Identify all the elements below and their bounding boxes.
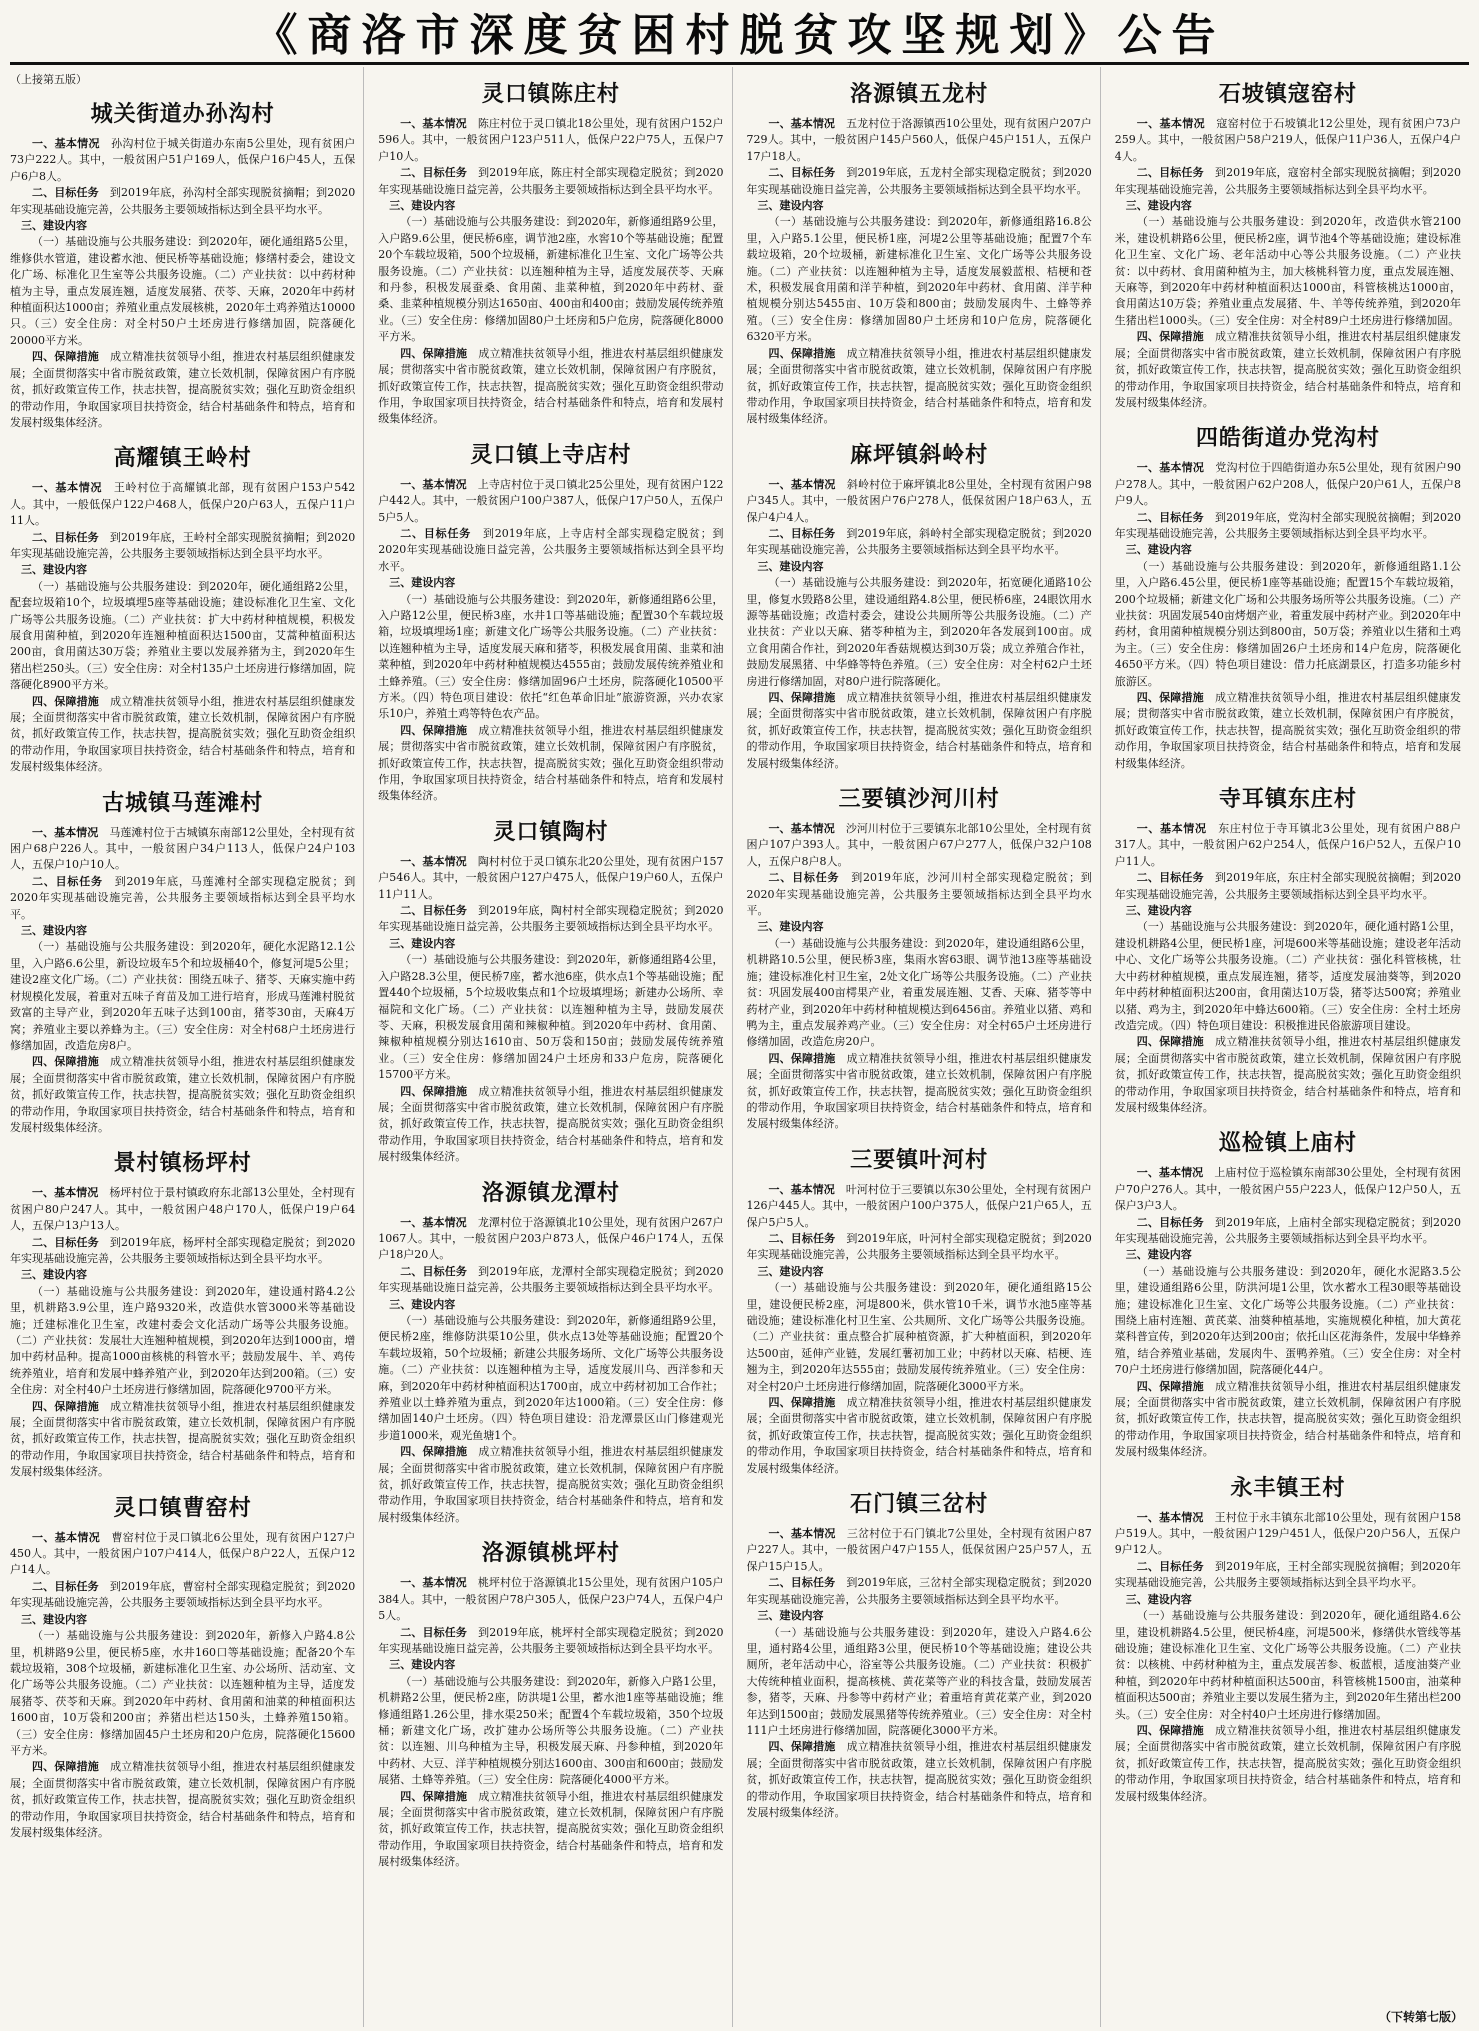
goal-task-label: 二、目标任务 (32, 1235, 99, 1249)
goal-task-text: 到2019年底，陈庄村全部实现稳定脱贫；到2020年实现基础设施日益完善，公共服务主要领域指标达到全县平均水平。 (378, 166, 724, 196)
goal-task-label: 二、目标任务 (768, 526, 836, 540)
goal-task-label: 二、目标任务 (400, 166, 468, 180)
basic-info-paragraph (747, 1526, 1092, 1575)
goal-task-label: 二、目标任务 (32, 186, 99, 200)
construction-text: （一）基础设施与公共服务建设：到2020年，改造供水管2100米，建设机耕路6公里，便民桥2座，调节池4个等基础设施；建设标准化卫生室、文化广场、老年活动中心等公共服务设施。（二）产业扶贫：以中药材、食用菌种植为主，加大核桃科管力度，重点发展连翘、天麻等，到2020年中药材种植面积达1000亩，科管核桃达1000亩，食用菌达10万袋；养殖业重点发展猪、牛、羊等传统养殖，到2020年生猪出栏1000头。（三）安全住房：对全村89户土坯房进行修缮加固。 (1114, 215, 1461, 327)
construction-text: （一）基础设施与公共服务建设：到2020年，新修入户路4.8公里，机耕路9公里，便民桥5座，水井160口等基础设施；配备20个车载垃圾箱，308个垃圾桶，新建标准化卫生室、办公场所、活动室、文化广场等公共服务设施。（二）产业扶贫：以连翘种植为主导，适度发展猪苓、茯苓和天麻。到2020年中药材、食用菌和油菜的种植面积达1600亩，10万袋和200亩；养猪出栏达150头，土蜂养殖150箱。（三）安全住房：修缮加固45户土坯房和20户危房，院落硬化15600平方米。 (10, 1629, 356, 1757)
construction-paragraph (747, 214, 1092, 345)
measures-text: 成立精准扶贫领导小组，推进农村基层组织健康发展；全面贯彻落实中省市脱贫政策，建立长效机制，保障贫困户有序脱贫，抓好政策宣传工作，扶志扶智，提高脱贫实效；强化互助资金组织的带动作用，争取国家项目扶持资金，结合村基础条件和特点，培育和发展村级集体经济。 (1114, 1035, 1461, 1114)
measures-label: 四、保障措施 (32, 1760, 99, 1774)
village-title: 灵口镇上寺店村 (470, 442, 632, 468)
goal-task-paragraph (10, 1579, 355, 1612)
basic-info-paragraph (378, 477, 723, 526)
basic-info-paragraph (378, 1215, 723, 1264)
column-3 (747, 67, 1101, 2027)
village-article (1115, 1471, 1461, 1805)
goal-task-label: 二、目标任务 (768, 871, 840, 885)
construction-paragraph (747, 936, 1092, 1051)
basic-info-text: 上庙村位于巡检镇东南部30公里处，全村现有贫困户70户276人。其中，一般贫困户55户223人，低保户12户50人，五保户3户3人。 (1114, 1166, 1462, 1213)
construction-heading: 三、建设内容 (389, 1297, 456, 1311)
basic-info-label: 一、基本情况 (768, 117, 835, 130)
basic-info-text: 叶河村位于三要镇以东30公里处，全村现有贫困户126户445人。其中，一般贫困户100户375人，低保户21户65人，五保户5户5人。 (746, 1182, 1092, 1229)
construction-paragraph (747, 1280, 1092, 1395)
basic-info-text: 王岭村位于高耀镇北部，现有贫困户153户542人。其中，一般低保户122户468人，低保户20户63人，五保户11户11人。 (10, 481, 356, 528)
measures-paragraph (1115, 690, 1461, 772)
measures-paragraph (10, 1759, 355, 1841)
edition-note: （上接第五版） (10, 73, 87, 86)
village-title: 洛源镇五龙村 (850, 82, 989, 107)
village-title: 石坡镇寇窑村 (1218, 82, 1357, 107)
measures-text: 成立精准扶贫领导小组，推进农村基层组织健康发展；贯彻落实中省市脱贫政策，建立长效机制，保障贫困户有序脱贫，抓好政策宣传工作，扶志扶智，提高脱贫实效；强化互助资金组织带动作用，争取国家项目扶持资金，结合村基础条件和特点，培育和发展村级集体经济。 (378, 723, 724, 803)
basic-info-label: 一、基本情况 (400, 854, 467, 868)
measures-text: 成立精准扶贫领导小组，推进农村基层组织健康发展；全面贯彻落实中省市脱贫政策，建立长效机制，保障贫困户有序脱贫，抓好政策宣传工作，扶志扶智，提高脱贫实效；强化互助资金组织的带动作用，争取国家项目扶持资金，结合村基础条件和特点，培育和发展村级集体经济。 (10, 694, 356, 774)
construction-text: （一）基础设施与公共服务建设：到2020年，硬化通村路1公里，建设机耕路4公里，便民桥1座，河堤600米等基础设施；建设老年活动中心、文化广场等公共服务设施。（二）产业扶贫：强化科管核桃，壮大中药材种植规模，重点发展连翘，猪苓，适度发展油葵等，到2020年中药材种植面积达200亩，食用菌达10万袋，猪苓达500窝；养殖业以猪、鸡为主，到2020年中蜂达600箱。（三）安全住房：全村土坯房改造完成。（四）特色项目建设：积极推进民俗旅游项目建设。 (1114, 920, 1461, 1032)
goal-task-paragraph (10, 185, 355, 218)
goal-task-label: 二、目标任务 (32, 874, 103, 888)
village-article (378, 1536, 723, 1870)
measures-label: 四、保障措施 (32, 694, 99, 708)
column-1 (10, 67, 364, 2027)
goal-task-paragraph (378, 1625, 723, 1658)
goal-task-text: 到2019年底，陶村村全部实现稳定脱贫；到2020年实现基础设施日益完善，公共服务主要领域指标达到全县平均水平。 (378, 904, 724, 934)
goal-task-label: 二、目标任务 (400, 526, 472, 540)
village-article (747, 77, 1092, 428)
measures-label: 四、保障措施 (32, 1055, 99, 1069)
basic-info-text: 斜岭村位于麻坪镇北8公里处，全村现有贫困户98户345人。其中，一般贫困户76户278人，低保贫困户18户63人，五保户4户4人。 (746, 477, 1092, 524)
masthead (10, 0, 1469, 65)
village-article (747, 782, 1092, 1133)
measures-paragraph (10, 349, 355, 431)
goal-task-text: 到2019年底，桃坪村全部实现稳定脱贫；到2020年实现基础设施日益完善，公共服务主要领域指标达到全县平均水平。 (378, 1625, 724, 1655)
village-article (1115, 1126, 1461, 1460)
construction-text: （一）基础设施与公共服务建设：到2020年，建设通组路6公里，机耕路10.5公里，便民桥3座，集雨水窖63眼、调节池13座等基础设施；建设标准化村卫生室，2处文化广场等公共服务设施。（二）产业扶贫：巩固发展400亩樗果产业，着重发展连翘、艾香、天麻、猪苓等中药材产业，到2020年中药材种植规模达到6456亩。养殖业以猪、鸡和鸭为主，重点发展养鸡产业。（三）安全住房：对全村65户土坯房进行修缮加固，改造危房20户。 (746, 936, 1092, 1049)
construction-paragraph (1115, 559, 1461, 690)
measures-label: 四、保障措施 (1136, 691, 1204, 704)
goal-task-text: 到2019年底，五龙村全部实现稳定脱贫；到2020年实现基础设施日益完善，公共服务主要领域指标达到全县平均水平。 (746, 166, 1092, 196)
basic-info-paragraph (1115, 116, 1461, 165)
construction-paragraph (747, 575, 1092, 690)
goal-task-label: 二、目标任务 (400, 904, 468, 918)
construction-heading: 三、建设内容 (757, 199, 824, 213)
goal-task-text: 到2019年底，三岔村全部实现稳定脱贫；到2020年实现基础设施完善，公共服务主要领域指标达到全县平均水平。 (746, 1576, 1092, 1606)
village-article (10, 1491, 355, 1842)
goal-task-paragraph (378, 1264, 723, 1297)
goal-task-paragraph (747, 165, 1092, 198)
construction-text: （一）基础设施与公共服务建设：到2020年，建设通村路4.2公里，机耕路3.9公里，连户路9320米，改造供水管3000米等基础设施；迁建标准化卫生室，改建村委会文化活动广场等公共服务设施。（二）产业扶贫：发展壮大连翘种植规模，到2020年达到1000亩，增加中药材品种。提高1000亩核桃的科管水平；鼓励发展牛、羊、鸡传统养殖业，培育和发展中蜂养殖产业，到2020年达到200箱。（三）安全住房：对全村40户土坯房进行修缮加固，院落硬化9700平方米。 (10, 1284, 356, 1397)
measures-label: 四、保障措施 (400, 346, 468, 360)
measures-label: 四、保障措施 (32, 350, 99, 364)
construction-heading: 三、建设内容 (757, 920, 824, 934)
construction-heading: 三、建设内容 (21, 924, 87, 938)
measures-paragraph (747, 346, 1092, 428)
measures-paragraph (1115, 1723, 1461, 1805)
goal-task-paragraph (10, 874, 355, 923)
goal-task-text: 到2019年底，王岭村全部实现脱贫摘帽；到2020年实现基础设施完善，公共服务主要领域指标达到全县平均水平。 (10, 530, 356, 560)
basic-info-paragraph (10, 136, 355, 185)
measures-text: 成立精准扶贫领导小组，推进农村基层组织健康发展；全面贯彻落实中省市脱贫政策，建立长效机制，保障贫困户有序脱贫，抓好政策宣传工作，扶志扶智，提高脱贫实效；强化互助资金组织带动作用，争取国家项目扶持资金，结合村基础条件和特点，培育和发展村级集体经济。 (378, 1789, 724, 1869)
measures-paragraph (10, 1399, 355, 1481)
measures-paragraph (747, 1395, 1092, 1477)
measures-paragraph (378, 1444, 723, 1526)
village-article (1115, 421, 1461, 772)
goal-task-label: 二、目标任务 (32, 1579, 99, 1593)
measures-text: 成立精准扶贫领导小组，推进农村基层组织健康发展；全面贯彻落实中省市脱贫政策，建立长效机制，保障贫困户有序脱贫，抓好政策宣传工作，扶志扶智，提高脱贫实效；强化互助资金组织的带动作用，争取国家项目扶持资金，结合村基础条件和特点，培育和发展村级集体经济。 (10, 1760, 356, 1839)
measures-paragraph (747, 1739, 1092, 1821)
measures-paragraph (378, 723, 723, 805)
goal-task-label: 二、目标任务 (400, 1264, 468, 1278)
basic-info-paragraph (747, 821, 1092, 870)
basic-info-paragraph (378, 854, 723, 903)
basic-info-paragraph (1115, 460, 1461, 509)
construction-paragraph (378, 1674, 723, 1789)
construction-paragraph (10, 1284, 355, 1399)
measures-label: 四、保障措施 (400, 723, 468, 737)
construction-heading: 三、建设内容 (389, 1658, 456, 1672)
basic-info-label: 一、基本情况 (400, 1215, 467, 1229)
measures-text: 成立精准扶贫领导小组，推进农村基层组织健康发展；全面贯彻落实中省市脱贫政策，建立长效机制，保障贫困户有序脱贫，抓好政策宣传工作，扶志扶智，提高脱贫实效；强化互助资金组织的带动作用，争取国家项目扶持资金，结合村基础条件和特点，培育和发展村级集体经济。 (1114, 1379, 1461, 1459)
goal-task-label: 二、目标任务 (32, 530, 99, 544)
goal-task-text: 到2019年底，上寺店村全部实现稳定脱贫；到2020年实现基础设施日益完善，公共服务主要领域指标达到全县平均水平。 (378, 526, 724, 573)
measures-label: 四、保障措施 (768, 1740, 836, 1754)
basic-info-label: 一、基本情况 (1136, 117, 1206, 130)
measures-paragraph (1115, 329, 1461, 411)
goal-task-paragraph (1115, 1215, 1461, 1248)
goal-task-paragraph (10, 1235, 355, 1268)
goal-task-text: 到2019年底，沙河川村全部实现稳定脱贫；到2020年实现基础设施完善，公共服务主要领域指标达到全县平均水平。 (746, 871, 1092, 918)
construction-paragraph (378, 592, 723, 723)
goal-task-label: 二、目标任务 (1136, 166, 1204, 180)
basic-info-paragraph (378, 116, 723, 165)
measures-text: 成立精准扶贫领导小组，推进农村基层组织健康发展；全面贯彻落实中省市脱贫政策，建立长效机制，保障贫困户有序脱贫，抓好政策宣传工作，扶志扶智，提高脱贫实效；强化互助资金组织的带动作用，争取国家项目扶持资金，结合村基础条件和特点，培育和发展村级集体经济。 (1114, 330, 1461, 409)
goal-task-text: 到2019年底，寇窑村全部实现脱贫摘帽；到2020年实现基础设施完善，公共服务主要领域指标达到全县平均水平。 (1114, 166, 1462, 196)
measures-text: 成立精准扶贫领导小组，推进农村基层组织健康发展；全面贯彻落实中省市脱贫政策，建立长效机制，保障贫困户有序脱贫，抓好政策宣传工作，扶志扶智，提高脱贫实效；强化互助资金组织的带动作用，争取国家项目扶持资金，结合村基础条件和特点，培育和发展村级集体经济。 (10, 1055, 356, 1134)
village-title: 洛源镇龙潭村 (481, 1180, 620, 1206)
page-headline: 《商洛市深度贫困村脱贫攻坚规划》公告 (253, 10, 1226, 61)
construction-heading: 三、建设内容 (21, 563, 87, 577)
basic-info-text: 王村位于永丰镇东北部10公里处，现有贫困户158户519人。其中，一般贫困户129户451人，低保户20户56人，五保户9户12人。 (1114, 1510, 1462, 1557)
construction-text: （一）基础设施与公共服务建设：到2020年，拓宽硬化通路10公里，修复水毁路8公里，建设通组路4.8公里，便民桥6座，24眼饮用水源等基础设施；改造村委会，建设公共厕所等公共服务设施。（二）产业扶贫：产业以天麻、猪苓种植为主，到2020年各发展到100亩。成立食用菌合作社，到2020年香菇规模达到30万袋；成立养殖合作社，鼓励发展黑猪、中华蜂等特色养殖。（三）安全住房：对全村62户土坯房进行修缮加固，对80户进行院落硬化。 (746, 576, 1092, 688)
village-title: 石门镇三岔村 (850, 1492, 989, 1518)
basic-info-paragraph (1115, 821, 1461, 870)
basic-info-label: 一、基本情况 (32, 481, 103, 495)
village-article (747, 1487, 1092, 1821)
construction-text: （一）基础设施与公共服务建设：到2020年，硬化通组路15公里，建设便民桥2座，河堤800米，供水管10千米，调节水池5座等基础设施；建设标准化村卫生室、公共厕所、文化广场等公共服务设施。（二）产业扶贫：重点整合扩展种植资源，扩大种植面积，到2020年达500亩，延伸产业链，发展红薯初加工业；中药材以天麻、桔梗、连翘为主，到2020年达555亩；鼓励发展传统养殖业。（三）安全住房：对全村20户土坯房进行修缮加固，院落硬化3000平方米。 (746, 1281, 1092, 1393)
measures-paragraph (378, 1084, 723, 1166)
basic-info-label: 一、基本情况 (400, 117, 467, 130)
basic-info-label: 一、基本情况 (1136, 1510, 1204, 1524)
construction-text: （一）基础设施与公共服务建设：到2020年，新修通组路6公里，入户路12公里，便民桥3座，水井1口等基础设施；配置30个车载垃圾箱，垃圾填埋场1座；新建文化广场等公共服务设施。（二）产业扶贫：以连翘种植为主导，适度发展天麻和猪苓，积极发展食用菌、韭菜和油菜种植，到2020年中药材种植规模达4555亩；鼓励发展传统养殖业和土蜂养殖。（三）安全住房：修缮加固96户土坯房，院落硬化10500平方米。（四）特色项目建设：依托“红色革命旧址”旅游资源，兴办农家乐10户，养殖土鸡等特色农产品。 (378, 592, 724, 721)
village-title: 古城镇马莲滩村 (102, 790, 264, 816)
basic-info-label: 一、基本情况 (768, 477, 836, 491)
measures-label: 四、保障措施 (400, 1084, 468, 1098)
article-columns (10, 67, 1469, 2027)
village-title: 永丰镇王村 (1230, 1475, 1346, 1501)
goal-task-paragraph (378, 526, 723, 575)
basic-info-text: 东庄村位于寺耳镇北3公里处，现有贫困户88户317人。其中，一般贫困户62户254人，低保户16户52人，五保户10户11人。 (1114, 822, 1462, 868)
construction-paragraph (1115, 1608, 1461, 1723)
construction-paragraph (747, 1625, 1092, 1740)
basic-info-paragraph (10, 1185, 355, 1234)
construction-heading: 三、建设内容 (1125, 1592, 1192, 1606)
village-article (10, 786, 355, 1137)
basic-info-text: 五龙村位于洛源镇西10公里处，现有贫困户207户729人。其中，一般贫困户145户560人，低保户45户151人，五保户17户18人。 (746, 117, 1092, 163)
basic-info-text: 杨坪村位于景村镇政府东北部13公里处，全村现有贫困户80户247人。其中，一般贫困户48户170人，低保户19户64人，五保户13户13人。 (10, 1186, 356, 1233)
column-4 (1115, 67, 1469, 2027)
village-title: 高耀镇王岭村 (113, 446, 252, 472)
goal-task-paragraph (747, 870, 1092, 919)
basic-info-text: 陶村村位于灵口镇东北20公里处，现有贫困户157户546人。其中，一般贫困户127户475人，低保户19户60人，五保户11户11人。 (378, 854, 724, 901)
measures-label: 四、保障措施 (400, 1445, 468, 1459)
measures-paragraph (1115, 1034, 1461, 1116)
basic-info-text: 三岔村位于石门镇北7公里处，全村现有贫困户87户227人。其中，一般贫困户47户155人，低保贫困户25户57人，五保户15户15人。 (746, 1527, 1092, 1573)
goal-task-text: 到2019年底，孙沟村全部实现脱贫摘帽；到2020年实现基础设施完善，公共服务主要领域指标达到全县平均水平。 (10, 186, 356, 216)
measures-label: 四、保障措施 (768, 1396, 836, 1410)
measures-label: 四、保障措施 (1136, 330, 1204, 344)
goal-task-text: 到2019年底，马莲滩村全部实现稳定脱贫；到2020年实现基础设施完善，公共服务主要领域指标达到全县平均水平。 (10, 874, 356, 921)
construction-heading: 三、建设内容 (21, 219, 87, 233)
construction-paragraph (378, 214, 723, 345)
basic-info-paragraph (1115, 1165, 1461, 1214)
basic-info-label: 一、基本情况 (768, 1182, 835, 1196)
basic-info-text: 党沟村位于四皓街道办东5公里处，现有贫困户90户278人。其中，一般贫困户62户208人，低保户20户61人，五保户8户9人。 (1114, 461, 1462, 508)
measures-label: 四、保障措施 (1136, 1723, 1204, 1737)
basic-info-paragraph (1115, 1510, 1461, 1559)
goal-task-paragraph (747, 1231, 1092, 1264)
village-title: 景村镇杨坪村 (113, 1151, 252, 1177)
measures-label: 四、保障措施 (400, 1789, 468, 1803)
construction-heading: 三、建设内容 (757, 1264, 824, 1278)
measures-paragraph (10, 694, 355, 776)
basic-info-paragraph (378, 1575, 723, 1624)
goal-task-paragraph (1115, 510, 1461, 543)
village-article (10, 97, 355, 431)
basic-info-paragraph (10, 480, 355, 529)
basic-info-label: 一、基本情况 (1136, 461, 1205, 475)
basic-info-paragraph (10, 825, 355, 874)
basic-info-text: 沙河川村位于三要镇东北部10公里处，全村现有贫困户107户393人。其中，一般贫困户67户277人，低保户32户108人，五保户8户8人。 (746, 822, 1092, 868)
village-title: 三要镇沙河川村 (838, 787, 1000, 813)
construction-heading: 三、建设内容 (389, 576, 456, 590)
goal-task-text: 到2019年底，龙潭村全部实现稳定脱贫；到2020年实现基础设施日益完善，公共服务主要领域指标达到全县平均水平。 (378, 1264, 724, 1295)
basic-info-paragraph (747, 116, 1092, 165)
village-article (747, 1143, 1092, 1477)
basic-info-paragraph (747, 1182, 1092, 1231)
construction-heading: 三、建设内容 (1125, 904, 1192, 918)
goal-task-label: 二、目标任务 (1136, 510, 1204, 524)
village-title: 巡检镇上庙村 (1218, 1131, 1357, 1157)
basic-info-text: 寇窑村位于石坡镇北12公里处，现有贫困户73户259人。其中，一般贫困户58户219人，低保户11户36人，五保户4户4人。 (1114, 117, 1462, 163)
basic-info-label: 一、基本情况 (768, 822, 835, 836)
goal-task-label: 二、目标任务 (1136, 1215, 1204, 1229)
goal-task-text: 到2019年底，东庄村全部实现脱贫摘帽；到2020年实现基础设施完善，公共服务主要领域指标达到全县平均水平。 (1114, 871, 1462, 901)
basic-info-label: 一、基本情况 (768, 1527, 836, 1541)
goal-task-label: 二、目标任务 (400, 1625, 468, 1639)
village-title: 城关街道办孙沟村 (90, 102, 275, 127)
goal-task-text: 到2019年底，杨坪村全部实现稳定脱贫；到2020年实现基础设施完善，公共服务主要领域指标达到全县平均水平。 (10, 1235, 356, 1265)
measures-label: 四、保障措施 (1136, 1035, 1204, 1049)
construction-paragraph (378, 1313, 723, 1444)
village-article (378, 77, 723, 428)
construction-text: （一）基础设施与公共服务建设：到2020年，新修通组路16.8公里，入户路5.1公里，便民桥1座，河堤2公里等基础设施；配置7个车载垃圾箱，20个垃圾桶，新建标准化卫生室、文化广场等公共服务设施。（二）产业扶贫：以连翘种植为主导，适度发展毅蓝根、桔梗和苍术，积极发展食用菌和洋芋种植，到2020年中药材、食用菌、洋芋种植规模分别达5455亩、10万袋和800亩；鼓励发展肉牛、土蜂等养殖。（三）安全住房：修缮加固80户土坯房和10户危房，院落硬化6320平方米。 (746, 215, 1092, 344)
construction-paragraph (10, 1628, 355, 1759)
basic-info-paragraph (747, 477, 1092, 526)
basic-info-label: 一、基本情况 (400, 1576, 467, 1590)
construction-paragraph (10, 939, 355, 1054)
village-article (378, 438, 723, 805)
measures-text: 成立精准扶贫领导小组，推进农村基层组织健康发展；全面贯彻落实中省市脱贫政策，建立长效机制，保障贫困户有序脱贫，抓好政策宣传工作，扶志扶智，提高脱贫实效；强化互助资金组织带动作用，争取国家项目扶持资金，结合村基础条件和特点，培育和发展村级集体经济。 (378, 1084, 724, 1164)
measures-paragraph (378, 346, 723, 428)
construction-paragraph (1115, 1264, 1461, 1379)
village-article (10, 441, 355, 775)
goal-task-paragraph (378, 165, 723, 198)
goal-task-text: 到2019年底，上庙村全部实现稳定脱贫；到2020年实现基础设施完善，公共服务主要领域指标达到全县平均水平。 (1114, 1215, 1462, 1245)
goal-task-text: 到2019年底，叶河村全部实现稳定脱贫；到2020年实现基础设施完善，公共服务主要领域指标达到全县平均水平。 (746, 1231, 1092, 1262)
goal-task-label: 二、目标任务 (768, 166, 836, 180)
measures-text: 成立精准扶贫领导小组，推进农村基层组织健康发展；全面贯彻落实中省市脱贫政策，建立长效机制，保障贫困户有序脱贫，抓好政策宣传工作，扶志扶智，提高脱贫实效；强化互助资金组织的带动作用，争取国家项目扶持资金，结合村基础条件和特点，培育和发展村级集体经济。 (746, 691, 1092, 770)
construction-heading: 三、建设内容 (757, 1609, 824, 1623)
village-title: 寺耳镇东庄村 (1218, 787, 1357, 813)
measures-paragraph (10, 1054, 355, 1136)
goal-task-paragraph (10, 530, 355, 563)
column-2 (378, 67, 732, 2027)
construction-text: （一）基础设施与公共服务建设：到2020年，新修通组路4公里，入户路28.3公里，便民桥7座，蓄水池6座，供水点1个等基础设施；配置440个垃圾桶，5个垃圾收集点和1个垃圾填埋场；新建办公场所、幸福院和文化广场。（二）产业扶贫：以连翘种植为主导，鼓励发展茯苓、天麻，积极发展食用菌和辣椒种植。到2020年中药材、食用菌、辣椒种植规模分别达1610亩、50万袋和150亩；鼓励发展传统养殖业。（三）安全住房：修缮加固24户土坯房和33户危房，院落硬化15700平方米。 (378, 953, 724, 1082)
village-title: 灵口镇陶村 (493, 819, 609, 845)
basic-info-text: 陈庄村位于灵口镇北18公里处，现有贫困户152户596人。其中，一般贫困户123户511人，低保户22户75人，五保户7户10人。 (378, 117, 724, 163)
construction-paragraph (1115, 214, 1461, 329)
construction-heading: 三、建设内容 (21, 1268, 87, 1282)
village-title: 灵口镇曹窑村 (113, 1495, 252, 1521)
measures-text: 成立精准扶贫领导小组，推进农村基层组织健康发展；全面贯彻落实中省市脱贫政策，建立长效机制，保障贫困户有序脱贫，抓好政策宣传工作，扶志扶智，提高脱贫实效；强化互助资金组织带动作用，争取国家项目扶持资金，结合村基础条件和特点，培育和发展村级集体经济。 (746, 346, 1092, 426)
construction-heading: 三、建设内容 (1125, 543, 1192, 557)
construction-heading: 三、建设内容 (1125, 199, 1192, 213)
basic-info-paragraph (10, 1530, 355, 1579)
measures-text: 成立精准扶贫领导小组，推进农村基层组织健康发展；全面贯彻落实中省市脱贫政策，建立长效机制，保障贫困户有序脱贫，抓好政策宣传工作，扶志扶智，提高脱贫实效；强化互助资金组织的带动作用，争取国家项目扶持资金，结合村基础条件和特点，培育和发展村级集体经济。 (1114, 1723, 1461, 1803)
goal-task-label: 二、目标任务 (1136, 1559, 1204, 1573)
goal-task-label: 二、目标任务 (1136, 871, 1204, 885)
construction-heading: 三、建设内容 (21, 1612, 87, 1626)
basic-info-text: 马莲滩村位于古城镇东南部12公里处，全村现有贫困户68户226人。其中，一般贫困户34户113人，低保户24户103人，五保户10户10人。 (10, 825, 356, 872)
construction-text: （一）基础设施与公共服务建设：到2020年，新修通组路9公里，便民桥2座，维修防洪渠10公里，供水点13处等基础设施；配置20个车载垃圾箱，50个垃圾桶；新建公共服务场所、文化广场等公共服务设施。（二）产业扶贫：以连翘种植为主导，适度发展川乌、西洋参和天麻，到2020年中药材种植面积达1700亩，成立中药材初加工合作社；养殖业以土蜂养殖为重点，到2020年达1000箱。（三）安全住房：修缮加固140户土坯房。（四）特色项目建设：沿龙潭景区山门修建观光步道1000米，观光鱼塘1个。 (378, 1314, 724, 1442)
village-title: 四皓街道办党沟村 (1195, 426, 1380, 452)
basic-info-label: 一、基本情况 (1136, 822, 1207, 836)
measures-text: 成立精准扶贫领导小组，推进农村基层组织健康发展；全面贯彻落实中省市脱贫政策，建立长效机制，保障贫困户有序脱贫，抓好政策宣传工作，扶志扶智，提高脱贫实效；强化互助资金组织带动作用，争取国家项目扶持资金，结合村基础条件和特点，培育和发展村级集体经济。 (378, 1445, 724, 1524)
basic-info-label: 一、基本情况 (32, 1530, 101, 1544)
measures-text: 成立精准扶贫领导小组，推进农村基层组织健康发展；全面贯彻落实中省市脱贫政策，建立长效机制，保障贫困户有序脱贫，抓好政策宣传工作，扶志扶智，提高脱贫实效；强化互助资金组织的带动作用，争取国家项目扶持资金，结合村基础条件和特点，培育和发展村级集体经济。 (10, 350, 356, 429)
construction-text: （一）基础设施与公共服务建设：到2020年，硬化通组路4.6公里，建设机耕路4.5公里，便民桥4座，河堤500米，修缮供水管线等基础设施；建设标准化卫生室、文化广场等公共服务设施。（二）产业扶贫：以核桃、中药材种植为主，重点发展苦参、板蓝根，适度油葵产业种植，到2020年中药材种植面积达500亩，科管核桃1500亩，油菜种植面积达500亩；养殖业主要以发展生猪为主，到2020年生猪出栏200头。（三）安全住房：对全村40户土坯房进行修缮加固。 (1114, 1609, 1461, 1721)
measures-text: 成立精准扶贫领导小组，推进农村基层组织健康发展；全面贯彻落实中省市脱贫政策，建立长效机制，保障贫困户有序脱贫，抓好政策宣传工作，扶志扶智，提高脱贫实效；强化互助资金组织的带动作用，争取国家项目扶持资金，结合村基础条件和特点，培育和发展村级集体经济。 (746, 1740, 1092, 1819)
measures-label: 四、保障措施 (768, 1051, 836, 1065)
basic-info-label: 一、基本情况 (32, 1186, 99, 1200)
basic-info-label: 一、基本情况 (32, 825, 99, 839)
continued-note: （下转第七版） (1378, 2010, 1463, 2024)
measures-label: 四、保障措施 (32, 1399, 99, 1413)
construction-heading: 三、建设内容 (389, 199, 456, 213)
goal-task-text: 到2019年底，曹窑村全部实现稳定脱贫；到2020年实现基础设施完善，公共服务主要领域指标达到全县平均水平。 (10, 1579, 356, 1610)
construction-text: （一）基础设施与公共服务建设：到2020年，硬化通组路5公里，维修供水管道，建设蓄水池、便民桥等基础设施；修缮村委会，建设文化广场、标准化卫生室等公共服务设施。（二）产业扶贫：以中药材种植为主导，重点发展连翘，适度发展猪、茯苓、天麻，2020年中药材种植面积达1000亩；养殖业重点发展核桃，2020年土鸡养殖达10000只。（三）安全住房：对全村50户土坯房进行修缮加固，院落硬化20000平方米。 (10, 235, 356, 347)
basic-info-text: 桃坪村位于洛源镇北15公里处，现有贫困户105户384人。其中，一般贫困户78户305人，低保户23户74人，五保户4户5人。 (378, 1576, 724, 1623)
measures-paragraph (747, 1051, 1092, 1133)
goal-task-paragraph (1115, 870, 1461, 903)
basic-info-label: 一、基本情况 (32, 137, 100, 150)
construction-text: （一）基础设施与公共服务建设：到2020年，新修入户路1公里，机耕路2公里，便民桥2座，防洪堤1公里，蓄水池1座等基础设施；维修通组路1.26公里，排水渠250米；配置4个车载垃圾箱，350个垃圾桶；新建文化广场，改扩建办公场所等公共服务设施。（二）产业扶贫：以连翘、川乌种植为主导，积极发展天麻、丹参种植，到2020年中药材、大豆、洋芋种植规模分别达1600亩、300亩和600亩；鼓励发展猪、土蜂等养殖。（三）安全住房：院落硬化4000平方米。 (378, 1674, 724, 1787)
goal-task-text: 到2019年底，王村全部实现脱贫摘帽；到2020年实现基础设施完善，公共服务主要领域指标达到全县平均水平。 (1114, 1559, 1462, 1590)
goal-task-paragraph (1115, 1559, 1461, 1592)
goal-task-label: 二、目标任务 (768, 1576, 836, 1590)
goal-task-paragraph (747, 526, 1092, 559)
construction-paragraph (10, 579, 355, 694)
measures-text: 成立精准扶贫领导小组，推进农村基层组织健康发展；全面贯彻落实中省市脱贫政策，建立长效机制，保障贫困户有序脱贫，抓好政策宣传工作，扶志扶智，提高脱贫实效；强化互助资金组织的带动作用，争取国家项目扶持资金，结合村基础条件和特点，培育和发展村级集体经济。 (746, 1396, 1092, 1475)
village-article (1115, 77, 1461, 411)
goal-task-text: 到2019年底，斜岭村全部实现稳定脱贫；到2020年实现基础设施完善，公共服务主要领域指标达到全县平均水平。 (746, 526, 1092, 557)
measures-label: 四、保障措施 (768, 691, 836, 704)
construction-heading: 三、建设内容 (757, 559, 824, 573)
goal-task-paragraph (747, 1575, 1092, 1608)
village-title: 三要镇叶河村 (850, 1147, 989, 1173)
measures-text: 成立精准扶贫领导小组，推进农村基层组织健康发展；贯彻落实中省市脱贫政策，建立长效机制，保障贫困户有序脱贫，抓好政策宣传工作，扶志扶智，提高脱贫实效；强化互助资金组织的带动作用，争取国家项目扶持资金，结合村基础条件和特点，培育和发展村级集体经济。 (1114, 691, 1461, 770)
goal-task-paragraph (1115, 165, 1461, 198)
goal-task-label: 二、目标任务 (768, 1231, 836, 1245)
basic-info-text: 孙沟村位于城关街道办东南5公里处，现有贫困户73户222人。其中，一般贫困户51户169人，低保户16户45人，五保户6户8人。 (10, 137, 356, 183)
construction-paragraph (10, 234, 355, 349)
goal-task-text: 到2019年底，党沟村全部实现脱贫摘帽；到2020年实现基础设施完善，公共服务主要领域指标达到全县平均水平。 (1114, 510, 1462, 540)
measures-paragraph (747, 690, 1092, 772)
goal-task-paragraph (378, 903, 723, 936)
village-article (747, 438, 1092, 772)
village-title: 麻坪镇斜岭村 (850, 442, 989, 468)
village-article (10, 1146, 355, 1480)
measures-text: 成立精准扶贫领导小组，推进农村基层组织健康发展；全面贯彻落实中省市脱贫政策，建立长效机制，保障贫困户有序脱贫，抓好政策宣传工作，扶志扶智，提高脱贫实效；强化互助资金组织的带动作用，争取国家项目扶持资金，结合村基础条件和特点，培育和发展村级集体经济。 (746, 1051, 1092, 1131)
construction-text: （一）基础设施与公共服务建设：到2020年，新修通组路1.1公里，入户路6.45公里，便民桥1座等基础设施；配置15个车载垃圾箱，200个垃圾桶；新建文化广场和公共服务场所等公共服务设施。（二）产业扶贫：巩固发展540亩烤烟产业，着重发展中药材产业。到2020年中药材，食用菌种植规模分别达到800亩，50万袋；养殖业以生猪和土鸡为主。（三）安全住房：修缮加固26户土坯房和14户危房，院落硬化4650平方米。（四）特色项目建设：借力托底湖景区，打造多功能乡村旅游区。 (1114, 559, 1461, 688)
construction-heading: 三、建设内容 (389, 936, 456, 950)
village-article (378, 1176, 723, 1527)
construction-text: （一）基础设施与公共服务建设：到2020年，新修通组路9公里，入户路9.6公里，便民桥6座，调节池2座，水窖10个等基础设施；配置20个车载垃圾箱，500个垃圾桶，新建标准化卫生室、文化广场等公共服务设施。（二）产业扶贫：以连翘种植为主导，适度发展茯苓、天麻和丹参，积极发展蚕桑、食用菌、韭菜种植，到2020年中药材、蚕桑、韭菜种植规模分别达1650亩、400亩和400亩；鼓励发展传统养殖业。（三）安全住房：修缮加固80户土坯房和5户危房，院落硬化8000平方米。 (378, 215, 724, 344)
construction-text: （一）基础设施与公共服务建设：到2020年，建设入户路4.6公里，通村路4公里，通组路3公里，便民桥10个等基础设施；建设公共厕所，老年活动中心，浴室等公共服务设施。（二）产业扶贫：积极扩大传统种植业面积，提高核桃、黄花菜等产业的科技含量，鼓励发展苦参，猪苓，天麻、丹参等中药材产业；着重培育黄花菜产业，到2020年达到1500亩；鼓励发展黑猪等传统养殖业。（三）安全住房：对全村111户土坯房进行修缮加固，院落硬化3000平方米。 (746, 1625, 1092, 1737)
measures-paragraph (378, 1789, 723, 1871)
village-article (378, 815, 723, 1166)
basic-info-text: 曹窑村位于灵口镇北6公里处，现有贫困户127户450人。其中，一般贫困户107户414人，低保户8户22人，五保户12户14人。 (10, 1530, 356, 1577)
basic-info-label: 一、基本情况 (1136, 1166, 1204, 1180)
construction-text: （一）基础设施与公共服务建设：到2020年，硬化水泥路12.1公里，入户路6.6公里，新设垃圾车5个和垃圾桶40个，修复河堤5公里；建设2座文化广场。（二）产业扶贫：围绕五味子、猪苓、天麻实施中药材规模化发展，着重对五味子育苗及加工进行培育，形成马莲滩村脱贫致富的主导产业，到2020年五味子达到100亩，猪苓30亩，天麻4万窝；养殖业主要以养蜂为主。（三）安全住房：对全村68户土坯房进行修缮加固，改造危房8户。 (10, 940, 356, 1052)
construction-text: （一）基础设施与公共服务建设：到2020年，硬化通组路2公里，配套垃圾箱10个，垃圾填埋5座等基础设施；建设标准化卫生室、文化广场等公共服务设施。（二）产业扶贫：扩大中药材种植规模，积极发展食用菌种植，到2020年连翘种植面积达1500亩，艾蒿种植面积达200亩，食用菌达30万袋；养殖业主要以发展养猪为主，到2020年生猪出栏250头。（三）安全住房：对全村135户土坯房进行修缮加固，院落硬化8900平方米。 (10, 579, 356, 692)
construction-heading: 三、建设内容 (1125, 1248, 1192, 1262)
construction-text: （一）基础设施与公共服务建设：到2020年，硬化水泥路3.5公里，建设通组路6公里，防洪河堤1公里，饮水蓄水工程30眼等基础设施；建设标准化卫生室、文化广场等公共服务设施。（二）产业扶贫：围绕上庙村连翘、黄芪菜、油葵种植基地，实施规模化种植，加大黄花菜科普宣传，到2020年达到200亩；依托山区花海条件，发展中华蜂养殖，结合养殖业基础，发展肉牛、蛋鸭养殖。（三）安全住房：对全村70户土坯房进行修缮加固，院落硬化44户。 (1114, 1264, 1461, 1377)
basic-info-text: 龙潭村位于洛源镇北10公里处，现有贫困户267户1067人。其中，一般贫困户203户873人，低保户46户174人，五保户18户20人。 (378, 1215, 724, 1262)
measures-text: 成立精准扶贫领导小组，推进农村基层组织健康发展；全面贯彻落实中省市脱贫政策，建立长效机制，保障贫困户有序脱贫，抓好政策宣传工作，扶志扶智，提高脱贫实效；强化互助资金组织的带动作用，争取国家项目扶持资金，结合村基础条件和特点，培育和发展村级集体经济。 (10, 1399, 356, 1479)
village-title: 洛源镇桃坪村 (481, 1541, 620, 1567)
village-article (1115, 782, 1461, 1116)
village-title: 灵口镇陈庄村 (481, 82, 620, 107)
basic-info-label: 一、基本情况 (400, 477, 467, 491)
measures-label: 四、保障措施 (1136, 1379, 1204, 1393)
measures-paragraph (1115, 1379, 1461, 1461)
measures-text: 成立精准扶贫领导小组，推进农村基层组织健康发展；贯彻落实中省市脱贫政策，建立长效机制，保障贫困户有序脱贫，抓好政策宣传工作，扶志扶智，提高脱贫实效；强化互助资金组织带动作用，争取国家项目扶持资金，结合村基础条件和特点，培育和发展村级集体经济。 (378, 346, 724, 426)
construction-paragraph (378, 952, 723, 1083)
construction-paragraph (1115, 919, 1461, 1034)
basic-info-text: 上寺店村位于灵口镇北25公里处，现有贫困户122户442人。其中，一般贫困户100户387人，低保户17户50人，五保户5户5人。 (378, 477, 724, 524)
measures-label: 四、保障措施 (768, 346, 836, 360)
